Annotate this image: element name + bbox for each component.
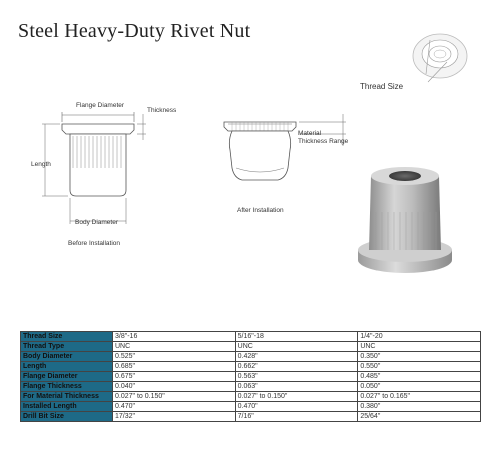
after-installation-drawing bbox=[224, 114, 349, 180]
table-row bbox=[21, 412, 481, 422]
row-header: Thread Type bbox=[21, 342, 113, 352]
table-cell: 0.050" bbox=[358, 382, 481, 392]
after-installation-label: After Installation bbox=[237, 207, 284, 214]
table-cell: 17/32" bbox=[113, 412, 236, 422]
table-cell: 0.027" to 0.165" bbox=[358, 392, 481, 402]
table-row bbox=[21, 342, 481, 352]
table-row bbox=[21, 382, 481, 392]
row-header: Thread Size bbox=[21, 332, 113, 342]
row-header: Installed Length bbox=[21, 402, 113, 412]
row-header: Body Diameter bbox=[21, 352, 113, 362]
table-cell: 0.563" bbox=[235, 372, 358, 382]
table-cell: UNC bbox=[358, 342, 481, 352]
table-cell: 25/64" bbox=[358, 412, 481, 422]
table-cell: 5/16"-18 bbox=[235, 332, 358, 342]
table-row bbox=[21, 402, 481, 412]
row-header: Length bbox=[21, 362, 113, 372]
row-header: Flange Thickness bbox=[21, 382, 113, 392]
rivet-nut-render bbox=[358, 167, 452, 273]
table-cell: 0.550" bbox=[358, 362, 481, 372]
before-installation-label: Before Installation bbox=[68, 240, 121, 247]
table-cell: 0.063" bbox=[235, 382, 358, 392]
table-cell: 0.380" bbox=[358, 402, 481, 412]
thickness-label: Thickness bbox=[147, 107, 177, 114]
body-diameter-label: Body Diameter bbox=[75, 219, 118, 226]
length-label: Length bbox=[31, 161, 51, 168]
table-cell: UNC bbox=[113, 342, 236, 352]
table-cell: 0.470" bbox=[235, 402, 358, 412]
material-thickness-range-label: Material Thickness Range bbox=[298, 130, 349, 145]
flange-diameter-label: Flange Diameter bbox=[76, 102, 125, 109]
table-row bbox=[21, 332, 481, 342]
spec-table bbox=[20, 331, 481, 422]
table-cell: 0.662" bbox=[235, 362, 358, 372]
table-cell: UNC bbox=[235, 342, 358, 352]
table-cell: 0.040" bbox=[113, 382, 236, 392]
row-header: Drill Bit Size bbox=[21, 412, 113, 422]
table-cell: 0.027" to 0.150" bbox=[113, 392, 236, 402]
thread-size-illustration bbox=[413, 34, 467, 82]
table-cell: 0.027" to 0.150" bbox=[235, 392, 358, 402]
table-cell: 1/4"-20 bbox=[358, 332, 481, 342]
table-cell: 0.350" bbox=[358, 352, 481, 362]
table-cell: 3/8"-16 bbox=[113, 332, 236, 342]
table-cell: 0.485" bbox=[358, 372, 481, 382]
table-cell: 0.525" bbox=[113, 352, 236, 362]
table-cell: 7/16" bbox=[235, 412, 358, 422]
table-cell: 0.685" bbox=[113, 362, 236, 372]
table-cell: 0.428" bbox=[235, 352, 358, 362]
table-row bbox=[21, 372, 481, 382]
thread-size-label: Thread Size bbox=[360, 82, 404, 91]
row-header: For Material Thickness bbox=[21, 392, 113, 402]
row-header: Flange Diameter bbox=[21, 372, 113, 382]
table-row bbox=[21, 392, 481, 402]
table-cell: 0.470" bbox=[113, 402, 236, 412]
table-cell: 0.675" bbox=[113, 372, 236, 382]
table-row bbox=[21, 362, 481, 372]
page-title: Steel Heavy-Duty Rivet Nut bbox=[18, 20, 251, 42]
before-installation-drawing bbox=[42, 112, 146, 224]
table-row bbox=[21, 352, 481, 362]
